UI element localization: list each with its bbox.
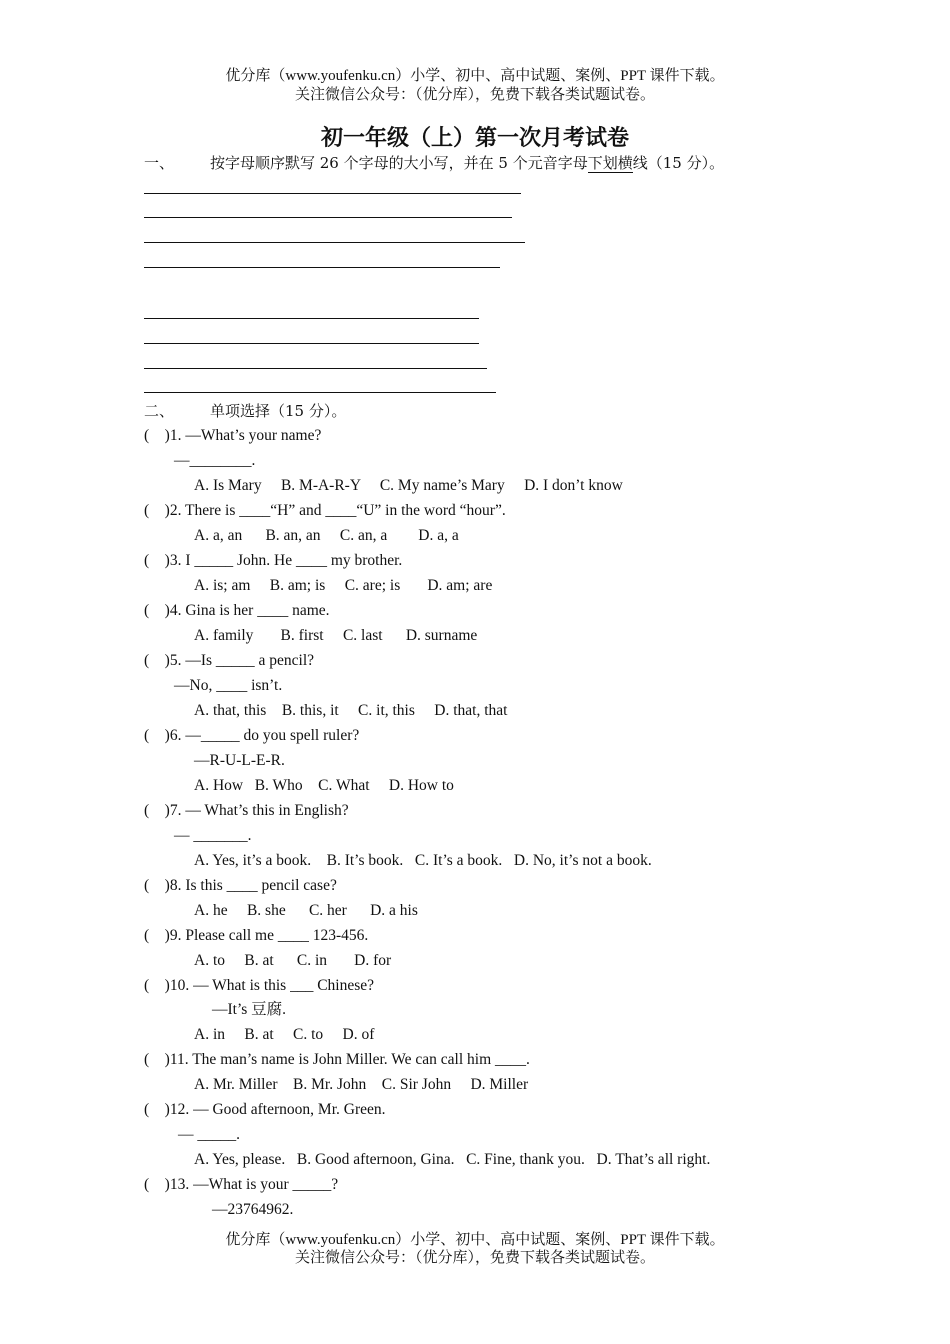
question-10-reply: —It’s 豆腐. [212, 1001, 287, 1018]
question-5-reply: —No, ____ isn’t. [174, 677, 283, 694]
page-title: 初一年级（上）第一次月考试卷 [320, 125, 629, 151]
question-12: ( )12. — Good afternoon, Mr. Green. [144, 1101, 386, 1118]
section-1-heading [144, 152, 724, 173]
section-1-number: 一、 [144, 154, 175, 172]
question-8-options: A. he B. she C. her D. a his [194, 902, 418, 919]
answer-line[interactable] [144, 242, 525, 243]
footer-line-1: 优分库（www.youfenku.cn）小学、初中、高中试题、案例、PPT 课件下载。 [225, 1232, 725, 1248]
answer-line[interactable] [144, 318, 479, 319]
question-9-options: A. to B. at C. in D. for [194, 952, 392, 969]
question-13: ( )13. —What is your _____? [144, 1176, 339, 1193]
answer-line[interactable] [144, 217, 512, 218]
question-1-answer-blank: —________. [174, 452, 256, 469]
question-7-answer-blank: — _______. [174, 827, 252, 844]
question-7: ( )7. — What’s this in English? [144, 802, 349, 819]
question-11: ( )11. The man’s name is John Miller. We can call him ____. [144, 1051, 530, 1068]
question-6-reply: —R-U-L-E-R. [194, 752, 285, 769]
question-3-options: A. is; am B. am; is C. are; is D. am; are [194, 577, 493, 594]
answer-line[interactable] [144, 267, 500, 268]
question-2-options: A. a, an B. an, an C. an, a D. a, a [194, 527, 459, 544]
question-12-answer-blank: — _____. [178, 1126, 240, 1143]
question-9: ( )9. Please call me ____ 123-456. [144, 927, 369, 944]
header-line-1: 优分库（www.youfenku.cn）小学、初中、高中试题、案例、PPT 课件下载。 [225, 68, 725, 84]
question-7-options: A. Yes, it’s a book. B. It’s book. C. It’s a book. D. No, it’s not a book. [194, 852, 652, 869]
question-1-options: A. Is Mary B. M-A-R-Y C. My name’s Mary D. I don’t know [194, 477, 623, 494]
section-1-text: 按字母顺序默写 26 个字母的大小写，并在 5 个元音字母 [210, 154, 588, 172]
answer-line[interactable] [144, 368, 487, 369]
answer-line[interactable] [144, 392, 496, 393]
question-10: ( )10. — What is this ___ Chinese? [144, 977, 375, 994]
answer-line[interactable] [144, 343, 479, 344]
section-1-underlined-text: 下划横 [587, 154, 633, 172]
question-2: ( )2. There is ____“H” and ____“U” in the word “hour”. [144, 502, 506, 519]
section-2-heading [144, 400, 346, 421]
question-10-options: A. in B. at C. to D. of [194, 1026, 375, 1043]
question-6: ( )6. —_____ do you spell ruler? [144, 727, 360, 744]
question-8: ( )8. Is this ____ pencil case? [144, 877, 337, 894]
footer-line-2: 关注微信公众号：（优分库），免费下载各类试题试卷。 [294, 1250, 655, 1266]
question-5-options: A. that, this B. this, it C. it, this D. that, that [194, 702, 508, 719]
header-line-2: 关注微信公众号：（优分库），免费下载各类试题试卷。 [294, 87, 655, 103]
section-1-text-end: 线（15 分）。 [632, 154, 725, 172]
section-2-text: 单项选择（15 分）。 [210, 402, 347, 420]
question-11-options: A. Mr. Miller B. Mr. John C. Sir John D. Miller [194, 1076, 529, 1093]
question-5: ( )5. —Is _____ a pencil? [144, 652, 315, 669]
question-4: ( )4. Gina is her ____ name. [144, 602, 330, 619]
question-12-options: A. Yes, please. B. Good afternoon, Gina. C. Fine, thank you. D. That’s all right. [194, 1151, 711, 1168]
question-6-options: A. How B. Who C. What D. How to [194, 777, 454, 794]
question-4-options: A. family B. first C. last D. surname [194, 627, 478, 644]
question-3: ( )3. I _____ John. He ____ my brother. [144, 552, 403, 569]
question-13-reply: —23764962. [212, 1201, 294, 1218]
question-1: ( )1. —What’s your name? [144, 427, 322, 444]
section-2-number: 二、 [144, 402, 175, 420]
answer-line[interactable] [144, 193, 521, 194]
